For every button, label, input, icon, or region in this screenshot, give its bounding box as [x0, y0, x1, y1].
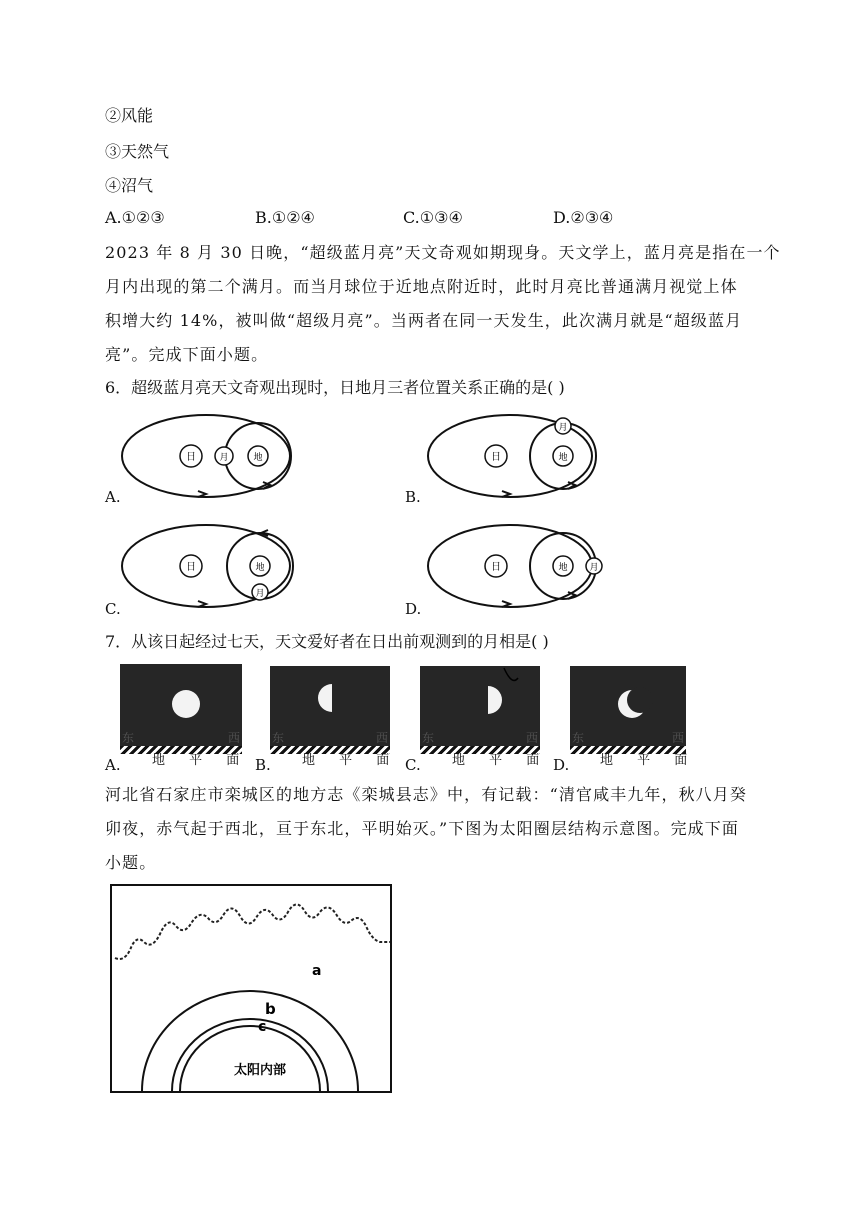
earth-label: 地	[558, 453, 568, 463]
east-label: 东	[572, 731, 585, 745]
sun-label: 日	[491, 562, 501, 573]
paragraph-line: 积增大约 14%，被叫做“超级月亮”。当两者在同一天发生，此次满月就是“超级蓝月	[105, 311, 743, 330]
option-line-3: ③天然气	[105, 142, 170, 161]
moon-label: 月	[255, 589, 265, 599]
paragraph-line: 月内出现的第二个满月。而当月球位于近地点附近时，此时月亮比普通满月视觉上体	[105, 277, 738, 296]
sun-label: 日	[186, 562, 196, 573]
q7-label-b: B.	[255, 756, 271, 774]
earth-label: 地	[255, 563, 265, 573]
paragraph-line: 亮”。完成下面小题。	[105, 345, 269, 364]
orbit-diagram-a	[118, 412, 298, 507]
sun-label: 日	[186, 452, 196, 463]
q5-option-a: A.①②③	[105, 208, 165, 227]
moon-label: 月	[589, 563, 599, 573]
moon-photo-d	[570, 666, 686, 746]
q6-label-a: A.	[105, 488, 121, 506]
moon-photo-b	[270, 666, 390, 746]
layer-c-label: c	[258, 1019, 267, 1035]
q5-option-b: B.①②④	[255, 208, 315, 227]
q6-label-d: D.	[405, 600, 422, 618]
moon-photo-a	[120, 664, 242, 746]
ground-label: 地 平 面	[152, 753, 250, 768]
orbit-diagram-d	[420, 522, 610, 617]
sun-interior-label: 太阳内部	[234, 1063, 287, 1078]
q6-label-c: C.	[105, 600, 121, 618]
orbit-diagram-c	[118, 522, 298, 617]
moon-intro-paragraph	[105, 236, 781, 372]
q7-label-d: D.	[553, 756, 570, 774]
q7-label-c: C.	[405, 756, 421, 774]
east-label: 东	[422, 731, 435, 745]
paragraph-line: 卯夜，赤气起于西北，亘于东北，平明始灭。”下图为太阳圈层结构示意图。完成下面	[105, 819, 739, 838]
half-moon-shape	[270, 666, 390, 746]
q7-stem: 7．从该日起经过七天，天文爱好者在日出前观测到的月相是( )	[105, 632, 549, 651]
layer-a-label: a	[312, 963, 322, 979]
paragraph-line: 2023 年 8 月 30 日晚，“超级蓝月亮”天文奇观如期现身。天文学上，蓝月亮是指在一个	[105, 243, 781, 262]
solar-layer-diagram	[110, 884, 392, 1094]
sun-label: 日	[491, 452, 501, 463]
ground-label: 地 平 面	[302, 753, 400, 768]
west-label: 西	[525, 731, 538, 745]
crescent-moon-shape	[570, 666, 686, 746]
moon-photo-c	[420, 666, 540, 746]
q7-label-a: A.	[105, 756, 121, 774]
q5-option-c: C.①③④	[403, 208, 463, 227]
moon-label: 月	[558, 423, 568, 433]
west-label: 西	[671, 731, 684, 745]
west-label: 西	[375, 731, 388, 745]
paragraph-line: 河北省石家庄市栾城区的地方志《栾城县志》中，有记载：“清官咸丰九年，秋八月癸	[105, 785, 747, 804]
ground-label: 地 平 面	[600, 753, 698, 768]
paragraph-line: 小题。	[105, 853, 157, 872]
sun-intro-paragraph	[105, 778, 755, 880]
moon-label: 月	[219, 453, 229, 463]
full-moon-shape	[120, 664, 242, 746]
q5-option-d: D.②③④	[553, 208, 614, 227]
q6-stem: 6．超级蓝月亮天文奇观出现时，日地月三者位置关系正确的是( )	[105, 378, 565, 397]
option-line-4: ④沼气	[105, 176, 154, 195]
ground-label: 地 平 面	[452, 753, 550, 768]
orbit-diagram-b	[420, 412, 600, 507]
east-label: 东	[272, 731, 285, 745]
west-label: 西	[227, 731, 240, 745]
option-line-2: ②风能	[105, 106, 154, 125]
earth-label: 地	[558, 563, 568, 573]
east-label: 东	[122, 731, 135, 745]
q6-label-b: B.	[405, 488, 421, 506]
earth-label: 地	[253, 453, 263, 463]
layer-b-label: b	[265, 1000, 276, 1018]
half-moon-shape	[420, 666, 540, 746]
